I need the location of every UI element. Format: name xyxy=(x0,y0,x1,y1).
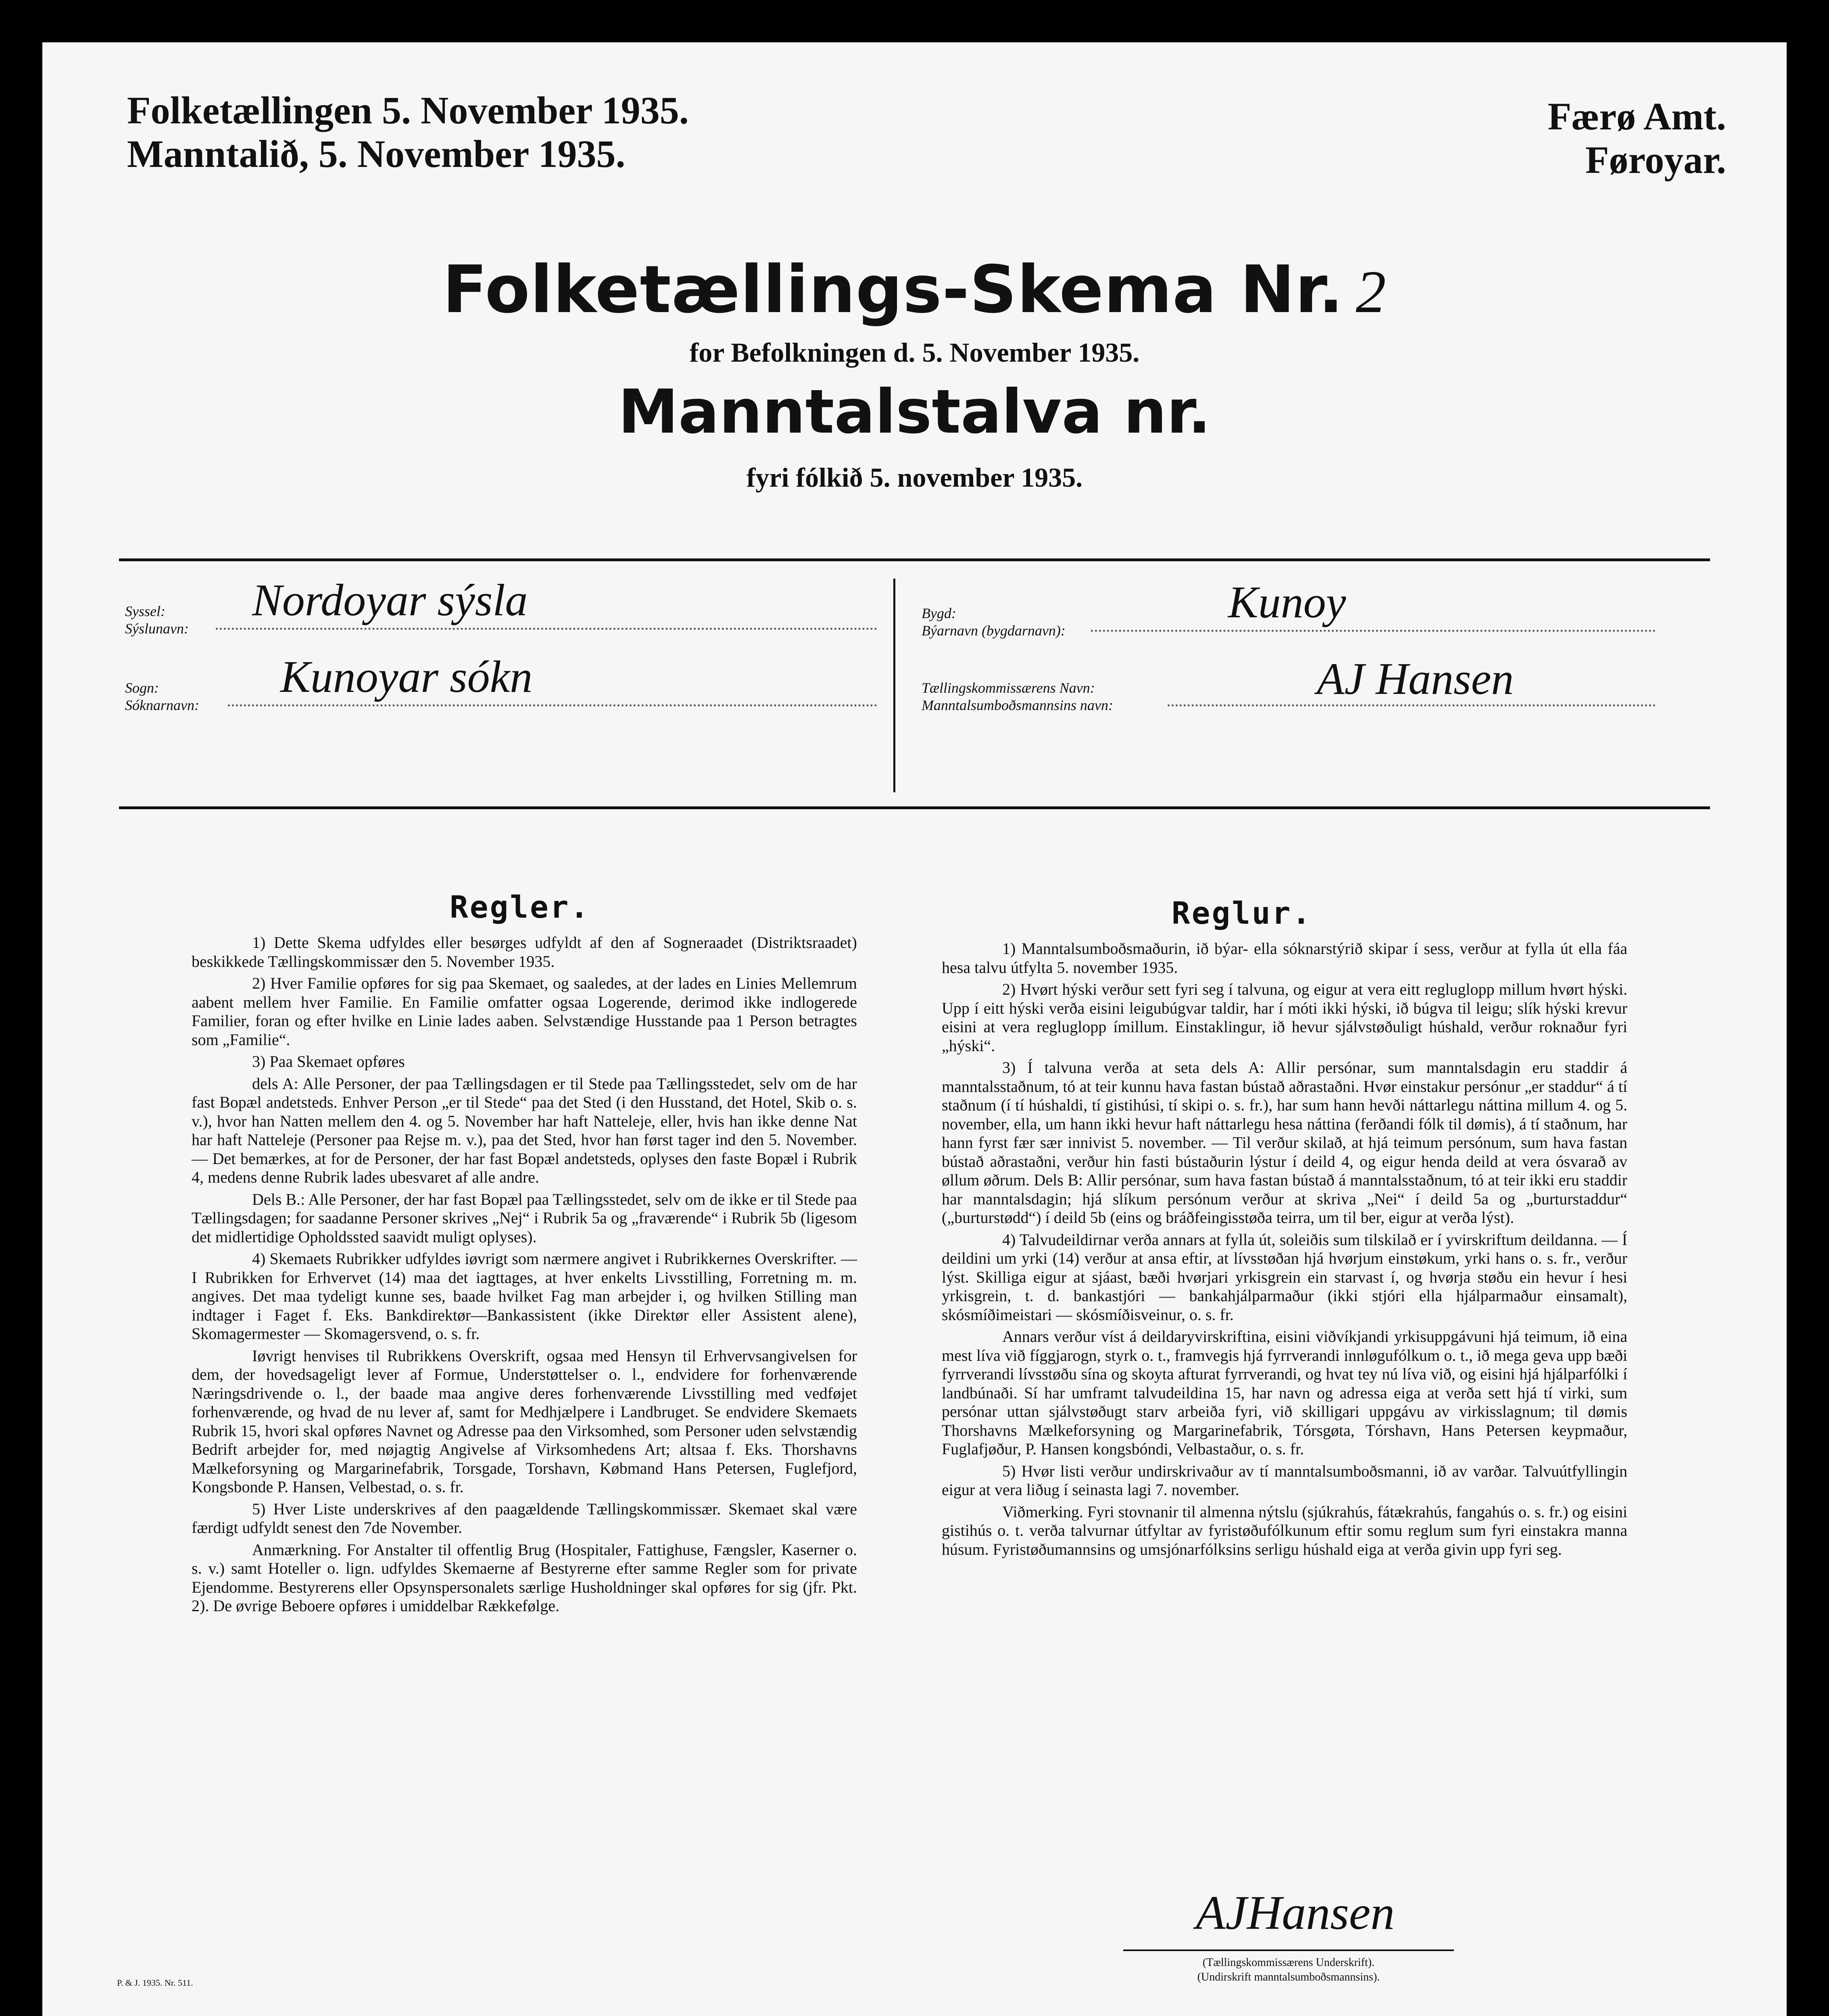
sokn-label: Sóknarnavn: xyxy=(125,697,199,714)
printer-mark: P. & J. 1935. Nr. 511. xyxy=(117,1978,193,1988)
rules-heading-faroese: Reglur. xyxy=(1172,895,1312,931)
signature-caption xyxy=(1091,1956,1486,1985)
field-bygd xyxy=(922,605,1066,639)
form-title-faroese: Manntalstalva nr. xyxy=(618,377,1211,447)
bygd-label: Bygd: xyxy=(922,605,956,621)
syssel-label: Syssel: xyxy=(125,603,165,619)
form-subtitle-danish: for Befolkningen d. 5. November 1935. xyxy=(689,337,1140,368)
form-subtitle-faroese: fyri fólkið 5. november 1935. xyxy=(746,462,1083,493)
rule-da-note: Anmærkning. For Anstalter til offentlig Brug (Hospitaler, Fattighuse, Fængsler, Kaserner o. s. v.) samt Hoteller o. lign. udfyldes Skemaerne af Bestyrerne efter samme Regler som for private Ejendomme. Bestyrerens eller Opsynspersonalets særlige Husholdninger skal opføres for sig (jfr. Pkt. 2). De øvrige Beboere opføres i umiddelbar Rækkefølge. xyxy=(192,1540,857,1615)
rules-column-danish xyxy=(192,933,857,1619)
rule-da-4b: Iøvrigt henvises til Rubrikkens Overskrift, ogsaa med Hensyn til Erhvervsangivelsen for dem, der hovedsageligt lever af Formue, Understøttelser o. l., endvidere for forhenværende Næringsdrivende o. l., der baade maa angive deres forhenværende Livsstilling med vedføjet forhenværende, og hvad de nu lever af, samt for Medhjælpere i Landbruget. Se endvidere Skemaets Rubrik 15, hvori skal opføres Navnet og Adresse paa den Virksomhed, som Personer uden selvstændig Bedrift arbejder for, med nøjagtig Angivelse af Virksomhedens Art; altsaa f. Eks. Thorshavns Mælkeforsyning og Margarinefabrik, Torsgade, Torshavn, Købmand Hans Petersen, Fuglefjord, Kongsbonde P. Hansen, Velbestad, o. s. fr. xyxy=(192,1346,857,1496)
header-left xyxy=(127,89,689,175)
header-right xyxy=(1547,95,1726,181)
form-number: 2 xyxy=(1356,258,1387,325)
header-county-danish: Færø Amt. xyxy=(1547,95,1726,138)
sysla-label: Sýslunavn: xyxy=(125,621,189,637)
kommissaer-label: Tællingskommissærens Navn: xyxy=(922,680,1095,696)
syssel-dotted-line xyxy=(216,628,877,630)
sogn-dotted-line xyxy=(228,704,877,706)
rule-fo-4: 4) Talvudeildirnar verða annars at fylla út, soleiðis sum tilskilað er í yvirskriftum deildanna. — Í deildini um yrki (14) verður at ansa eftir, at lívsstøðan hjá hvørjum einstøkum, yrki hans o. s. fr., verður lýst. Skilliga eigur at sjáast, bæði hvørjari yrkisgrein ein starvast í, og hvørja støðu ein hevur í hesi yrkisgrein, t. d. bankastjóri — bankahjálparmaður (ikki stjóri ella hjálparmaður einsamalt), skósmíðimeistari — skósmíðisveinur, o. s. fr. xyxy=(942,1230,1627,1324)
rule-fo-2: 2) Hvørt hýski verður sett fyri seg í talvuna, og eigur at vera eitt regluglopp millum hvørt hýski. Upp í eitt hýski verða eisini leigubúgvar taldir, har í móti ikki hýski, ið búgva til leigu; slík hýski krevur eisini at vera regluglopp ímillum. Einstaklingur, ið hevur sjálvstøðuligt húshald, verður roknaður fyri „hýski“. xyxy=(942,980,1627,1055)
rule-fo-1: 1) Manntalsumboðsmaðurin, ið býar- ella sóknarstýrið skipar í sess, verður at fylla út ella fáa hesa talvu útfylta 5. november 1935. xyxy=(942,939,1627,977)
bygd-dotted-line xyxy=(1091,630,1656,632)
signature-caption-faroese: (Undirskrift manntalsumboðsmannsins). xyxy=(1197,1971,1380,1984)
rule-fo-3: 3) Í talvuna verða at seta dels A: Allir persónar, sum manntalsdagin eru staddir á manntalsstaðnum, tó at teir kunnu hava fastan bústað aðrastaðni. Hvør einstakur persónur „er staddur“ á tí staðnum (í tí húshaldi, tí gistihúsi, tí skipi o. s. fr.), har sum hann hevði náttarlegu náttina millum 4. og 5. november, ella, um hann ikki hevur haft náttarlegu hesa náttina (ferðandi fólk til dømis), á tí staðnum, har hann fyrst fær sær innivist 5. november. — Til verður skilað, at hjá teimum persónum, sum hava fastan bústað aðrastaðni, verður hin fasti bústaðurin lýstur í deild 4, og eigur henda deild at vera ósvarað av øllum øðrum. Dels B: Allir persónar, sum hava fastan bústað á manntalsstaðnum, tó at teir ikki eru staddir har manntalsdagin; hjá slíkum persónum verður at skriva „Nei“ í deild 5a og „burturstaddur“ („burturstødd“) í deild 5b (eins og bráðfeingisstøða teirra, um til ber, eigur at verða lýst). xyxy=(942,1058,1627,1227)
top-rule xyxy=(119,558,1710,561)
census-form-sheet xyxy=(42,42,1787,2016)
field-syssel xyxy=(125,603,189,637)
bottom-rule xyxy=(119,806,1710,809)
bygd-value: Kunoy xyxy=(1228,577,1346,627)
center-divider xyxy=(893,579,895,792)
rule-fo-5: 5) Hvør listi verður undirskrivaður av tí manntalsumboðsmanni, ið av varðar. Talvuútfyllingin eigur at vera liðug í seinasta lagi 7. november. xyxy=(942,1462,1627,1499)
rule-da-3: 3) Paa Skemaet opføres xyxy=(252,1052,405,1070)
rule-fo-4b: Annars verður víst á deildaryvirskriftina, eisini viðvíkjandi yrkisuppgávuni hjá teimum, ið eina mest líva við fíggjarogn, styrk o. t., framvegis hjá fyrrverandi innløgufólkum o. t., ið mega geva upp bæði fyrrverandi lívsstøðu sína og skoyta afturat fyrrverandi, og hvat tey nú líva við, og eisini hjá hjálparfólki í landbúnaði. Sí har umframt talvudeildina 15, har navn og adressa eiga at verða sett hjá tí virki, sum persónar uttan sjálvstøðugt starv arbeiða fyri, við skilligari uppgávu av virkisslagnum; til dømis Thorshavns Mælkeforsyning og Margarinefabrik, Tórsgøta, Tórshavn, Hans Petersen keypmaður, Fuglafjøður, P. Hansen kongsbóndi, Velbastaður, o. s. fr. xyxy=(942,1327,1627,1458)
header-county-faroese: Føroyar. xyxy=(1585,138,1726,181)
byarnavn-label: Býarnavn (bygdarnavn): xyxy=(922,623,1066,639)
header-date-faroese: Manntalið, 5. November 1935. xyxy=(127,132,626,175)
kommissaer-value: AJ Hansen xyxy=(1317,654,1514,704)
field-kommissaer xyxy=(922,679,1113,714)
rule-da-2: 2) Hver Familie opføres for sig paa Skemaet, og saaledes, at der lades en Linies Mellemrum aabent mellem hver Familie. En Familie omfatter ogsaa Logerende, derimod ikke indlogerede Familier, foran og efter hvilke en Linie lades aaben. Selvstændige Husstande paa 1 Person betragtes som „Familie“. xyxy=(192,974,857,1049)
rule-da-3a: dels A: Alle Personer, der paa Tællingsdagen er til Stede paa Tællingsstedet, selv om de har fast Bopæl andetsteds. Enhver Person „er til Stede“ paa det Sted (i den Husstand, det Hotel, Skib o. s. v.), hvor han Natten mellem den 4. og 5. November har haft Natteleje, eller, hvis han ikke denne Nat har haft Natteleje (Personer paa Rejse m. v.), paa det Sted, hvor han først tager ind den 5. November. — Det bemærkes, at for de Personer, der har fast Bopæl andetsteds, oplyses den faste Bopæl i Rubrik 4, medens denne Rubrik lades ubesvaret af alle andre. xyxy=(192,1074,857,1186)
rule-da-1: 1) Dette Skema udfyldes eller besørges udfyldt af den af Sogneraadet (Distriktsraadet) beskikkede Tællingskommissær den 5. November 1935. xyxy=(192,933,857,971)
sogn-value: Kunoyar sókn xyxy=(280,652,533,702)
umbodsmadur-label: Manntalsumboðsmannsins navn: xyxy=(922,697,1113,714)
signature-line xyxy=(1123,1949,1454,1951)
rules-heading-danish: Regler. xyxy=(450,889,590,925)
commissioner-signature: AJHansen xyxy=(1196,1886,1395,1939)
signature-caption-danish: (Tællingskommissærens Underskrift). xyxy=(1202,1956,1375,1969)
sogn-label: Sogn: xyxy=(125,680,159,696)
rule-da-4: 4) Skemaets Rubrikker udfyldes iøvrigt som nærmere angivet i Rubrikkernes Overskrifter. — I Rubrikken for Erhvervet (14) maa det iagttages, at hver enkelts Livsstilling, Forretning m. m. angives. Det maa tydeligt kunne ses, baade hvilket Fag man arbejder i, og hvilken Stilling man indtager i Faget f. Eks. Bankdirektør—Bankassistent (ikke Direktør eller Assistent alene), Skomagermester — Skomagersvend, o. s. fr. xyxy=(192,1250,857,1343)
rules-column-faroese xyxy=(942,939,1627,1562)
rule-da-5: 5) Hver Liste underskrives af den paagældende Tællingskommissær. Skemaet skal være færdigt udfyldt senest den 7de November. xyxy=(192,1500,857,1537)
rule-fo-note: Viðmerking. Fyri stovnanir til almenna nýtslu (sjúkrahús, fátækrahús, fangahús o. s. fr.) og eisini gistihús o. t. verða talvurnar útfyltar av fyristøðufólkunum eftir somu reglum sum fyri einstakra manna húsum. Fyristøðumannsins og umsjónarfólksins serligu húshald eiga at verða givin upp fyri seg. xyxy=(942,1502,1627,1558)
field-sogn xyxy=(125,679,199,714)
form-title xyxy=(42,252,1787,328)
syssel-value: Nordoyar sýsla xyxy=(252,575,528,625)
header-date-danish: Folketællingen 5. November 1935. xyxy=(127,89,689,132)
rule-da-3b: Dels B.: Alle Personer, der har fast Bopæl paa Tællingsstedet, selv om de ikke er til Stede paa Tællingsdagen; for saadanne Personer skrives „Nej“ i Rubrik 5a og „fraværende“ i Rubrik 5b (ligesom det midlertidige Opholdssted saavidt muligt oplyses). xyxy=(192,1190,857,1246)
form-title-text: Folketællings-Skema Nr. xyxy=(442,252,1344,328)
